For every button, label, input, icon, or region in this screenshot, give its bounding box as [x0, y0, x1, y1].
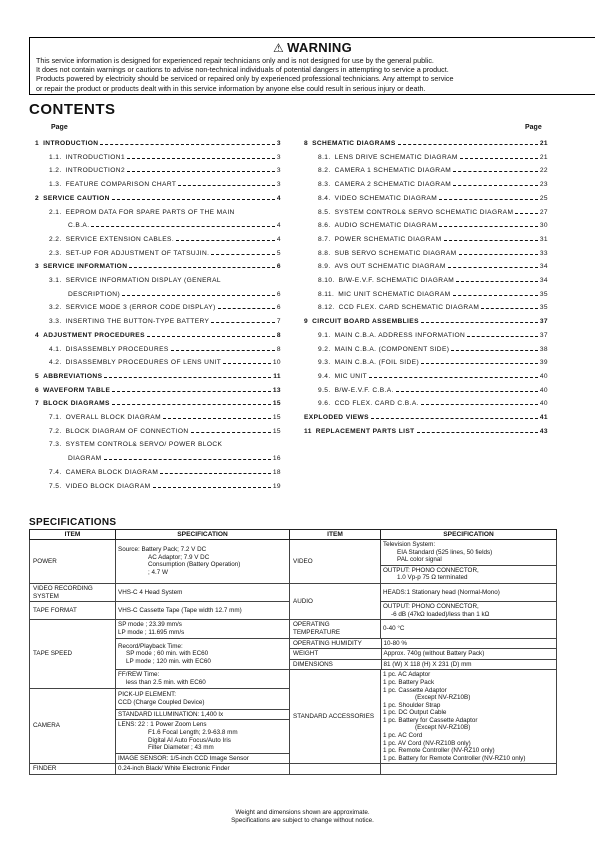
toc-entry-number: 8.8. [318, 249, 331, 257]
toc-entry-page: 41 [539, 414, 548, 421]
spec-item-tape-format: TAPE FORMAT [30, 602, 116, 620]
toc-leader [451, 345, 537, 351]
toc-entry-number: 8.6. [318, 222, 331, 230]
toc-entry[interactable] [35, 427, 281, 437]
toc-entry-page: 27 [539, 208, 548, 216]
warning-title-text: WARNING [287, 40, 352, 55]
toc-entry-number: 7.3. [49, 441, 62, 449]
spec-item-tape-speed: TAPE SPEED [30, 620, 116, 688]
toc-entry-title: DISASSEMBLY PROCEDURES OF LENS UNIT [65, 359, 222, 367]
table-header-row [30, 530, 557, 540]
spec-tape-speed-record-time: Record/Playback Time: SP mode ; 60 min. with EC60 LP mode ; 120 min. with EC60 [116, 638, 290, 670]
toc-leader [448, 262, 538, 268]
toc-leader [369, 372, 538, 378]
toc-entry-number: 5 [35, 372, 40, 380]
warning-line: This service information is designed for experienced repair technicians only and is not designed for use by the general public. [36, 56, 434, 65]
warning-title [30, 40, 595, 55]
warning-line: It does not contain warnings or cautions to advise non-technical individuals of potential dangers in attempting to service a product. [36, 65, 449, 75]
toc-entry[interactable] [304, 303, 548, 313]
toc-entry-page: 37 [539, 318, 548, 326]
spec-item-power: POWER [30, 540, 116, 584]
toc-entry-title: BLOCK DIAGRAMS [43, 400, 110, 408]
toc-entry-title: INSERTING THE BUTTON-TYPE BATTERY [65, 318, 210, 326]
toc-entry-page: 4 [276, 222, 281, 230]
footnote: Specifications are subject to change without notice. [231, 817, 374, 824]
toc-entry-page: 34 [539, 263, 548, 271]
table-row [290, 659, 556, 669]
warning-line: Products powered by electricity should be serviced or repaired only by experienced professional technicians. Any attempt to service [36, 74, 454, 84]
toc-entry[interactable] [304, 262, 548, 272]
table-row [30, 764, 557, 775]
toc-entry[interactable] [304, 331, 548, 341]
toc-entry-title: SERVICE INFORMATION [43, 263, 128, 271]
toc-entry[interactable] [35, 290, 281, 300]
toc-entry[interactable] [304, 208, 548, 218]
toc-leader [104, 372, 271, 378]
spec-video-recording-system: VHS-C 4 Head System [116, 583, 290, 601]
toc-entry-page: 35 [539, 290, 548, 298]
toc-entry-number: 3.1. [49, 277, 62, 284]
toc-entry[interactable] [35, 454, 281, 464]
toc-entry-title: MAIN C.B.A. (FOIL SIDE) [334, 359, 420, 367]
toc-entry[interactable] [35, 372, 281, 382]
toc-entry-number: 2.2. [49, 235, 62, 243]
toc-leader [223, 358, 271, 364]
toc-entry-page: 33 [539, 249, 548, 257]
toc-entry[interactable] [35, 386, 281, 396]
toc-leader [100, 139, 274, 145]
table-row [30, 620, 557, 638]
toc-entry[interactable] [304, 194, 548, 204]
toc-entry-page: 15 [272, 427, 281, 435]
spec-accessories-continued [290, 764, 381, 775]
toc-leader [211, 317, 275, 323]
toc-entry-page: 34 [539, 277, 548, 284]
toc-entry-number: 8.3. [318, 181, 331, 189]
toc-entry-number: 7.1. [49, 414, 62, 421]
toc-entry-page: 37 [539, 331, 548, 339]
toc-leader [176, 235, 275, 241]
toc-leader [91, 221, 274, 227]
toc-entry-number: 3 [35, 263, 40, 271]
spec-camera-lens: LENS: 22 : 1 Power Zoom Lens F1.6 Focal Length; 2.9-63.8 mm Digital AI Auto Focus/Auto Iris Filter Diameter ; 43 mm [116, 720, 290, 753]
toc-entry-page: 13 [272, 386, 281, 394]
toc-entry[interactable] [304, 386, 548, 396]
toc-entry[interactable] [35, 276, 281, 286]
toc-leader [453, 166, 538, 172]
toc-entry-title: CCD FLEX. CARD SCHEMATIC DIAGRAM [338, 304, 480, 312]
toc-entry-title: DISASSEMBLY PROCEDURES [65, 345, 169, 353]
specifications-title: SPECIFICATIONS [29, 517, 117, 528]
spec-audio-heads: HEADS:1 Stationary head (Normal-Mono) [381, 583, 557, 601]
toc-entry[interactable] [35, 317, 281, 327]
toc-entry-number: 1 [35, 140, 40, 147]
warning-text [36, 56, 595, 93]
toc-entry-page: 18 [272, 468, 281, 476]
toc-entry-page: 19 [272, 482, 281, 490]
toc-entry-number: 9.4. [318, 372, 331, 380]
toc-entry-title: MAIN C.B.A. (COMPONENT SIDE) [334, 345, 450, 353]
toc-entry-number: 8.10. [318, 277, 335, 284]
toc-entry-title: AVS OUT SCHEMATIC DIAGRAM [334, 263, 446, 271]
toc-entry-title: ADJUSTMENT PROCEDURES [43, 331, 145, 339]
toc-entry-title: DESCRIPTION) [68, 290, 121, 298]
toc-entry-title: CAMERA 2 SCHEMATIC DIAGRAM [334, 181, 452, 189]
toc-entry-page: 6 [276, 304, 281, 312]
toc-leader [127, 166, 275, 172]
toc-leader [421, 358, 538, 364]
toc-entry[interactable] [35, 468, 281, 478]
toc-entry-title: B/W-E.V.F. C.B.A. [334, 386, 394, 394]
toc-entry-number: 8.11. [318, 290, 335, 298]
toc-entry[interactable] [304, 427, 548, 437]
spec-item-video: VIDEO [290, 540, 381, 584]
specifications-table [29, 529, 557, 775]
toc-entry-title: INTRODUCTION [43, 140, 99, 147]
warning-triangle-icon: ⚠ [273, 41, 285, 55]
spec-item-camera: CAMERA [30, 688, 116, 764]
toc-entry[interactable] [304, 249, 548, 259]
toc-entry[interactable] [35, 413, 281, 423]
toc-leader [417, 427, 538, 433]
toc-entry-title: CAMERA BLOCK DIAGRAM [65, 468, 159, 476]
spec-item-operating-humidity: OPERATING HUMIDITY [290, 639, 381, 649]
toc-leader [371, 413, 538, 419]
toc-entry-page: 15 [272, 400, 281, 408]
toc-entry-page: 23 [539, 181, 548, 189]
toc-entry-page: 4 [276, 235, 281, 243]
toc-entry-number: 8.12. [318, 304, 335, 312]
footnote: Weight and dimensions shown are approximate. [235, 809, 370, 816]
spec-tape-format: VHS-C Cassette Tape (Tape width 12.7 mm) [116, 602, 290, 620]
toc-entry-title: CCD FLEX. CARD C.B.A. [334, 400, 419, 408]
toc-leader [398, 139, 538, 145]
toc-entry[interactable] [304, 221, 548, 231]
toc-entry-number: 8.1. [318, 153, 331, 161]
toc-entry-number: 7.2. [49, 427, 62, 435]
spec-power: Source: Battery Pack; 7.2 V DC AC Adaptor; 7.9 V DC Consumption (Battery Operation) ; 4.7 W [116, 540, 290, 584]
toc-entry-title: VIDEO BLOCK DIAGRAM [65, 482, 151, 490]
toc-leader [396, 386, 538, 392]
toc-entry[interactable] [35, 166, 281, 176]
toc-entry-page: 7 [276, 318, 281, 326]
toc-entry-page: 31 [539, 235, 548, 243]
toc-leader [160, 468, 271, 474]
page-header-left: Page [51, 124, 68, 131]
spec-item-weight: WEIGHT [290, 649, 381, 660]
toc-leader [481, 303, 538, 309]
spec-operating-humidity: 10-80 % [381, 639, 556, 649]
toc-entry-page: 16 [272, 455, 281, 463]
toc-entry[interactable] [35, 153, 281, 163]
toc-leader [453, 290, 538, 296]
toc-entry[interactable] [35, 139, 281, 149]
toc-entry-page: 30 [539, 222, 548, 230]
spec-item-finder: FINDER [30, 764, 116, 775]
toc-entry-number: 9.2. [318, 345, 331, 353]
toc-leader [515, 208, 537, 214]
toc-entry-title: VIDEO SCHEMATIC DIAGRAM [334, 194, 438, 202]
toc-entry[interactable] [304, 358, 548, 368]
toc-entry-title: EEPROM DATA FOR SPARE PARTS OF THE MAIN [65, 208, 235, 216]
toc-entry[interactable] [35, 331, 281, 341]
toc-leader [104, 454, 271, 460]
toc-leader [460, 153, 538, 159]
toc-entry-number: 4.2. [49, 359, 62, 367]
toc-leader [439, 194, 538, 200]
toc-entry[interactable] [304, 276, 548, 286]
toc-entry-title: SERVICE CAUTION [43, 194, 110, 202]
spec-video-tv-system: Television System: EIA Standard (525 lines, 50 fields) PAL color signal [381, 540, 557, 566]
toc-entry[interactable] [35, 249, 281, 259]
toc-entry[interactable] [35, 180, 281, 190]
table-row [30, 583, 557, 601]
toc-entry-page: 22 [539, 167, 548, 175]
toc-leader [467, 331, 538, 337]
toc-entry-title: SCHEMATIC DIAGRAMS [312, 140, 396, 147]
toc-leader [456, 276, 538, 282]
toc-entry-page: 3 [276, 167, 281, 175]
toc-entry-number: 11 [304, 427, 312, 435]
spec-audio-output: OUTPUT: PHONO CONNECTOR, -6 dB (47kΩ loaded)/less than 1 kΩ [381, 602, 557, 620]
toc-entry[interactable] [304, 139, 548, 149]
toc-entry[interactable] [304, 317, 548, 327]
toc-entry[interactable] [304, 180, 548, 190]
toc-entry-page: 3 [276, 153, 281, 161]
toc-entry[interactable] [35, 208, 281, 218]
toc-entry-title: MIC UNIT SCHEMATIC DIAGRAM [338, 290, 451, 298]
spec-tape-speed-modes: SP mode ; 23.39 mm/s LP mode ; 11.695 mm/s [116, 620, 290, 638]
toc-entry[interactable] [35, 358, 281, 368]
spec-finder: 0.24-inch Black/ White Electronic Finder [116, 764, 290, 775]
toc-entry-number: 9 [304, 318, 309, 326]
toc-entry-title: C.B.A. [68, 222, 90, 230]
toc-leader [127, 153, 275, 159]
toc-entry-page: 40 [539, 386, 548, 394]
toc-entry-title: WAVEFORM TABLE [43, 386, 111, 394]
toc-entry[interactable] [304, 235, 548, 245]
toc-entry-number: 8 [304, 140, 309, 147]
toc-entry-number: 1.1. [49, 153, 62, 161]
toc-entry-page: 3 [276, 181, 281, 189]
toc-leader [129, 262, 275, 268]
toc-entry-page: 39 [539, 359, 548, 367]
toc-entry-title: SERVICE INFORMATION DISPLAY (GENERAL [65, 277, 221, 284]
toc-entry[interactable] [304, 413, 548, 423]
toc-entry[interactable] [304, 372, 548, 382]
toc-entry[interactable] [304, 166, 548, 176]
toc-entry-page: 40 [539, 372, 548, 380]
toc-entry-page: 11 [273, 372, 281, 380]
toc-entry-number: 8.7. [318, 235, 331, 243]
toc-entry-title: MIC UNIT [334, 372, 368, 380]
toc-entry-title: INTRODUCTION1 [65, 153, 126, 161]
warning-box [29, 37, 595, 95]
toc-leader [211, 249, 275, 255]
spec-camera-illumination: STANDARD ILLUMINATION: 1,400 lx [116, 709, 290, 720]
spec-item-video-recording-system: VIDEO RECORDING SYSTEM [30, 583, 116, 601]
header-item: ITEM [290, 530, 381, 540]
toc-leader [421, 317, 538, 323]
toc-entry-number: 3.3. [49, 318, 62, 326]
toc-entry-number: 2.3. [49, 249, 62, 257]
toc-entry[interactable] [35, 221, 281, 231]
toc-leader [112, 194, 275, 200]
toc-entry-title: REPLACEMENT PARTS LIST [315, 427, 415, 435]
toc-entry-number: 4 [35, 331, 40, 339]
spec-item-audio: AUDIO [290, 583, 381, 619]
header-specification: SPECIFICATION [116, 530, 290, 540]
toc-entry-page: 38 [539, 345, 548, 353]
toc-leader [112, 386, 271, 392]
contents-title: CONTENTS [29, 101, 116, 118]
toc-leader [112, 399, 271, 405]
toc-entry[interactable] [35, 482, 281, 492]
toc-entry-number: 7.5. [49, 482, 62, 490]
toc-entry-number: 2 [35, 194, 40, 202]
toc-entry-page: 25 [539, 194, 548, 202]
toc-entry-title: MAIN C.B.A. ADDRESS INFORMATION [334, 331, 466, 339]
spec-humidity-weight-dims [290, 638, 557, 670]
toc-entry-page: 21 [539, 140, 548, 147]
toc-entry-page: 6 [276, 290, 281, 298]
toc-entry-number: 8.9. [318, 263, 331, 271]
toc-entry-number: 1.3. [49, 181, 62, 189]
spec-camera-image-sensor: IMAGE SENSOR: 1/5-inch CCD Image Sensor [116, 753, 290, 764]
toc-entry-number: 8.5. [318, 208, 331, 216]
spec-item-dimensions: DIMENSIONS [290, 659, 381, 669]
spec-operating-temperature: 0-40 °C [381, 620, 557, 638]
toc-entry-page: 40 [539, 400, 548, 408]
toc-entry-number: 8.4. [318, 194, 331, 202]
toc-entry-title: SYSTEM CONTROL& SERVO SCHEMATIC DIAGRAM [334, 208, 514, 216]
toc-entry-page: 10 [272, 359, 281, 367]
toc-entry[interactable] [35, 440, 281, 450]
table-row [290, 649, 556, 660]
header-specification: SPECIFICATION [381, 530, 557, 540]
toc-entry-title: SERVICE MODE 3 (ERROR CODE DISPLAY) [65, 304, 216, 312]
toc-entry-title: SYSTEM CONTROL& SERVO/ POWER BLOCK [65, 441, 223, 449]
toc-entry-title: CIRCUIT BOARD ASSEMBLIES [312, 318, 419, 326]
toc-leader [218, 303, 275, 309]
spec-standard-accessories: 1 pc. AC Adaptor 1 pc. Battery Pack 1 pc. Cassette Adaptor (Except NV-RZ10B) 1 pc. Shoulder Strap 1 pc. DC Output Cable 1 pc. Battery for Cassette Adaptor (Except NV-RZ10B) 1 pc. AC Cord 1 pc. AV Cord (NV-RZ10B only) 1 pc. Remote Controller (NV-RZ10 only) 1 pc. Battery for Remote Controller (NV-RZ10 only) [381, 670, 557, 764]
toc-leader [178, 180, 275, 186]
toc-entry-title: EXPLODED VIEWS [304, 414, 369, 421]
toc-leader [453, 180, 538, 186]
toc-entry[interactable] [304, 345, 548, 355]
toc-entry-page: 4 [276, 194, 281, 202]
toc-entry-number: 9.6. [318, 400, 331, 408]
toc-entry-page: 8 [276, 331, 281, 339]
spec-weight: Approx. 740g (without Battery Pack) [381, 649, 556, 660]
table-row [290, 639, 556, 649]
toc-entry-title: AUDIO SCHEMATIC DIAGRAM [334, 222, 438, 230]
toc-entry-title: INTRODUCTION2 [65, 167, 126, 175]
toc-leader [163, 413, 271, 419]
toc-entry[interactable] [35, 262, 281, 272]
toc-entry-page: 35 [539, 304, 548, 312]
toc-entry-page: 43 [539, 427, 548, 435]
toc-entry[interactable] [35, 399, 281, 409]
warning-line: or repair the product or products dealt with in this service information by anyone else could result in serious injury or death. [36, 83, 426, 93]
spec-item-standard-accessories: STANDARD ACCESSORIES [290, 670, 381, 764]
toc-entry-page: 3 [276, 140, 281, 147]
toc-entry-page: 5 [276, 249, 281, 257]
spec-camera-pickup: PICK-UP ELEMENT: CCD (Charge Coupled Device) [116, 688, 290, 709]
toc-leader [444, 235, 538, 241]
toc-entry[interactable] [35, 303, 281, 313]
toc-entry-number: 7.4. [49, 468, 62, 476]
toc-entry[interactable] [35, 194, 281, 204]
toc-entry[interactable] [304, 290, 548, 300]
toc-entry-number: 3.2. [49, 304, 62, 312]
toc-entry-number: 9.1. [318, 331, 331, 339]
toc-entry[interactable] [35, 235, 281, 245]
toc-entry-title: SUB SERVO SCHEMATIC DIAGRAM [334, 249, 457, 257]
toc-entry-number: 9.3. [318, 359, 331, 367]
toc-entry-title: CAMERA 1 SCHEMATIC DIAGRAM [334, 167, 452, 175]
toc-entry[interactable] [304, 399, 548, 409]
toc-entry-number: 6 [35, 386, 40, 394]
toc-entry-title: POWER SCHEMATIC DIAGRAM [334, 235, 442, 243]
toc-entry-title: DIAGRAM [68, 455, 102, 463]
toc-entry-title: SERVICE EXTENSION CABLES. [65, 235, 175, 243]
spec-footnotes [0, 809, 595, 825]
table-row [30, 540, 557, 566]
toc-leader [153, 482, 271, 488]
toc-entry-title: OVERALL BLOCK DIAGRAM [65, 414, 161, 421]
toc-leader [421, 399, 538, 405]
toc-entry[interactable] [35, 345, 281, 355]
toc-entry-page: 21 [539, 153, 548, 161]
toc-leader [171, 345, 275, 351]
toc-entry-number: 2.1. [49, 208, 62, 216]
page-header-right: Page [525, 124, 542, 131]
toc-entry-number: 7 [35, 400, 40, 408]
spec-dimensions: 81 (W) X 118 (H) X 231 (D) mm [383, 660, 472, 668]
toc-entry-number: 8.2. [318, 167, 331, 175]
toc-entry-title: B/W-E.V.F. SCHEMATIC DIAGRAM [338, 277, 455, 284]
toc-entry-page: 15 [272, 414, 281, 421]
toc-entry-number: 1.2. [49, 167, 62, 175]
spec-tape-speed-ff-rew: FF/REW Time: less than 2.5 min. with EC60 [116, 670, 290, 688]
toc-leader [122, 290, 275, 296]
toc-entry-title: ABBREVIATIONS [43, 372, 103, 380]
header-item: ITEM [30, 530, 116, 540]
toc-entry-title: LENS DRIVE SCHEMATIC DIAGRAM [334, 153, 458, 161]
toc-entry-page: 6 [276, 263, 281, 271]
toc-leader [459, 249, 538, 255]
toc-entry-number: 9.5. [318, 386, 331, 394]
spec-item-operating-temperature: OPERATING TEMPERATURE [290, 620, 381, 638]
toc-entry-page: 8 [276, 345, 281, 353]
spec-accessories-continued-value [381, 764, 557, 775]
toc-leader [439, 221, 537, 227]
toc-entry-number: 4.1. [49, 345, 62, 353]
toc-entry-title: BLOCK DIAGRAM OF CONNECTION [65, 427, 189, 435]
toc-entry-title: FEATURE COMPARISON CHART [65, 181, 177, 189]
toc-entry[interactable] [304, 153, 548, 163]
toc-entry-title: SET-UP FOR ADJUSTMENT OF TATSUJIN. [65, 249, 210, 257]
spec-video-output: OUTPUT: PHONO CONNECTOR, 1.0 Vp-p 75 Ω terminated [381, 565, 557, 583]
nested-spec-table [290, 639, 556, 670]
toc-leader [191, 427, 271, 433]
toc-leader [147, 331, 275, 337]
